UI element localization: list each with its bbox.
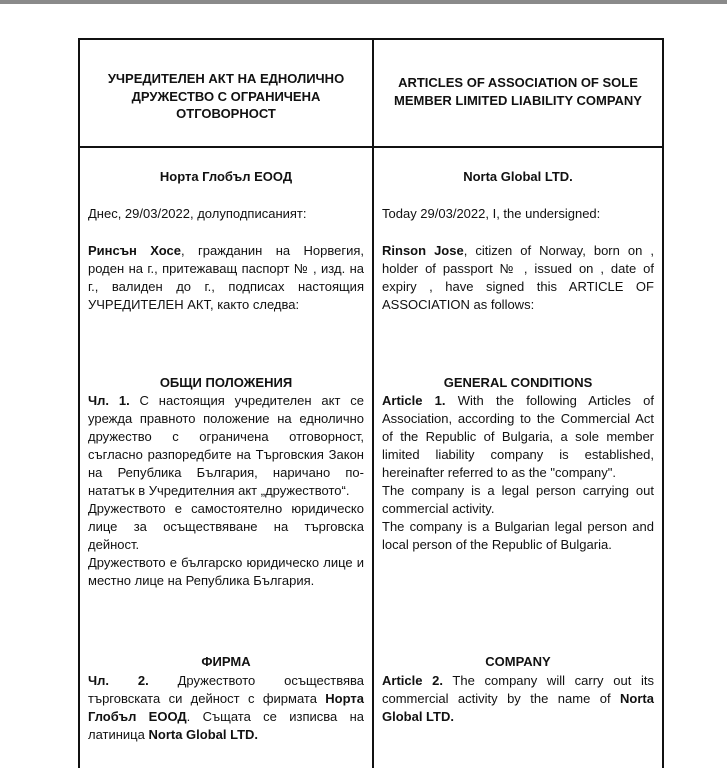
en-article-2-name: Norta Global LTD. [382,691,654,724]
bg-person-paragraph [88,242,364,314]
en-person-text: , citizen of Norway, born on , holder of passport № , issued on , date of expiry , have signed this ARTICLE OF ASSOCIATION as follows: [382,243,654,312]
bg-article-2-name: Норта Глобъл ЕООД [88,691,364,724]
bg-article-1-text: С настоящия учредителен акт се урежда правното положение на едноличнo дружество с ограничена отговорност, съгласно разпоредбите на Търговския Закон на Република България, наричано по-нататък в Учредителния акт „дружеството“. [88,393,364,498]
en-article-1-label: Article 1. [382,393,446,408]
bg-intro [88,205,364,223]
bg-section-firm-title: ФИРМА [201,654,251,669]
bg-person-name: Ринсън Хосе [88,243,182,258]
bg-article-1-label: Чл. 1. [88,393,130,408]
en-article-1-p2: The company is a legal person carrying out commercial activity. [382,483,654,516]
bg-article-2 [88,672,364,744]
bg-article-1-p3: Дружеството е българско юридическо лице и местно лице на Република България. [88,555,364,588]
en-intro-text: Today 29/03/2022, I, the undersigned: [382,206,601,221]
bg-article-2-text2: . Същата се изписва на латиница [88,709,364,742]
en-article-2-text: The company will carry out its commercial activity by the name of [382,673,654,706]
bg-company-name: Норта Глобъл ЕООД [159,169,293,184]
en-article-2 [382,672,654,726]
bg-article-1-p2: Дружеството е самостоятелно юридическо лице за осъществяване на търговска дейност. [88,501,364,552]
en-article-2-label: Article 2. [382,673,443,688]
bg-person-text: , гражданин на Норвегия, роден на г., притежаващ паспорт № , изд. на г., валиден до г., подписах настоящия УЧРЕДИТЕЛЕН АКТ, както следва: [88,243,364,312]
en-company-name: Norta Global LTD. [463,169,573,184]
bg-header-title: УЧРЕДИТЕЛЕН АКТ НА ЕДНОЛИЧНО ДРУЖЕСТВО С ОГРАНИЧЕНА ОТГОВОРНОСТ [107,71,345,121]
en-article-1-text: With the following Articles of Association, according to the Commercial Act of the Republic of Bulgaria, a sole member limited liability company is established, hereinafter referred to as the "company". [382,393,654,480]
en-section-general-title: GENERAL CONDITIONS [443,375,593,390]
en-article-1-p3: The company is a Bulgarian legal person and local person of the Republic of Bulgaria. [382,519,654,552]
bg-section-general-title: ОБЩИ ПОЛОЖЕНИЯ [159,375,293,390]
document-page [0,4,727,758]
bg-article-2-text: Дружеството осъществява търговската си дейност с фирмата [88,673,364,706]
bilingual-table [78,38,664,768]
en-section-company-title: COMPANY [485,654,551,669]
bg-intro-text: Днес, 29/03/2022, долуподписаният: [88,206,307,221]
en-intro [382,205,654,223]
english-column [374,38,662,768]
en-header-title: ARTICLES OF ASSOCIATION OF SOLE MEMBER LIMITED LIABILITY COMPANY [394,75,642,108]
bulgarian-column [80,38,372,768]
bg-article-2-latin: Norta Global LTD. [148,727,259,742]
en-person-paragraph [382,242,654,314]
en-article-1 [382,392,654,554]
bg-article-2-label: Чл. 2. [88,673,149,688]
bg-article-1 [88,392,364,590]
en-person-name: Rinson Jose [382,243,464,258]
